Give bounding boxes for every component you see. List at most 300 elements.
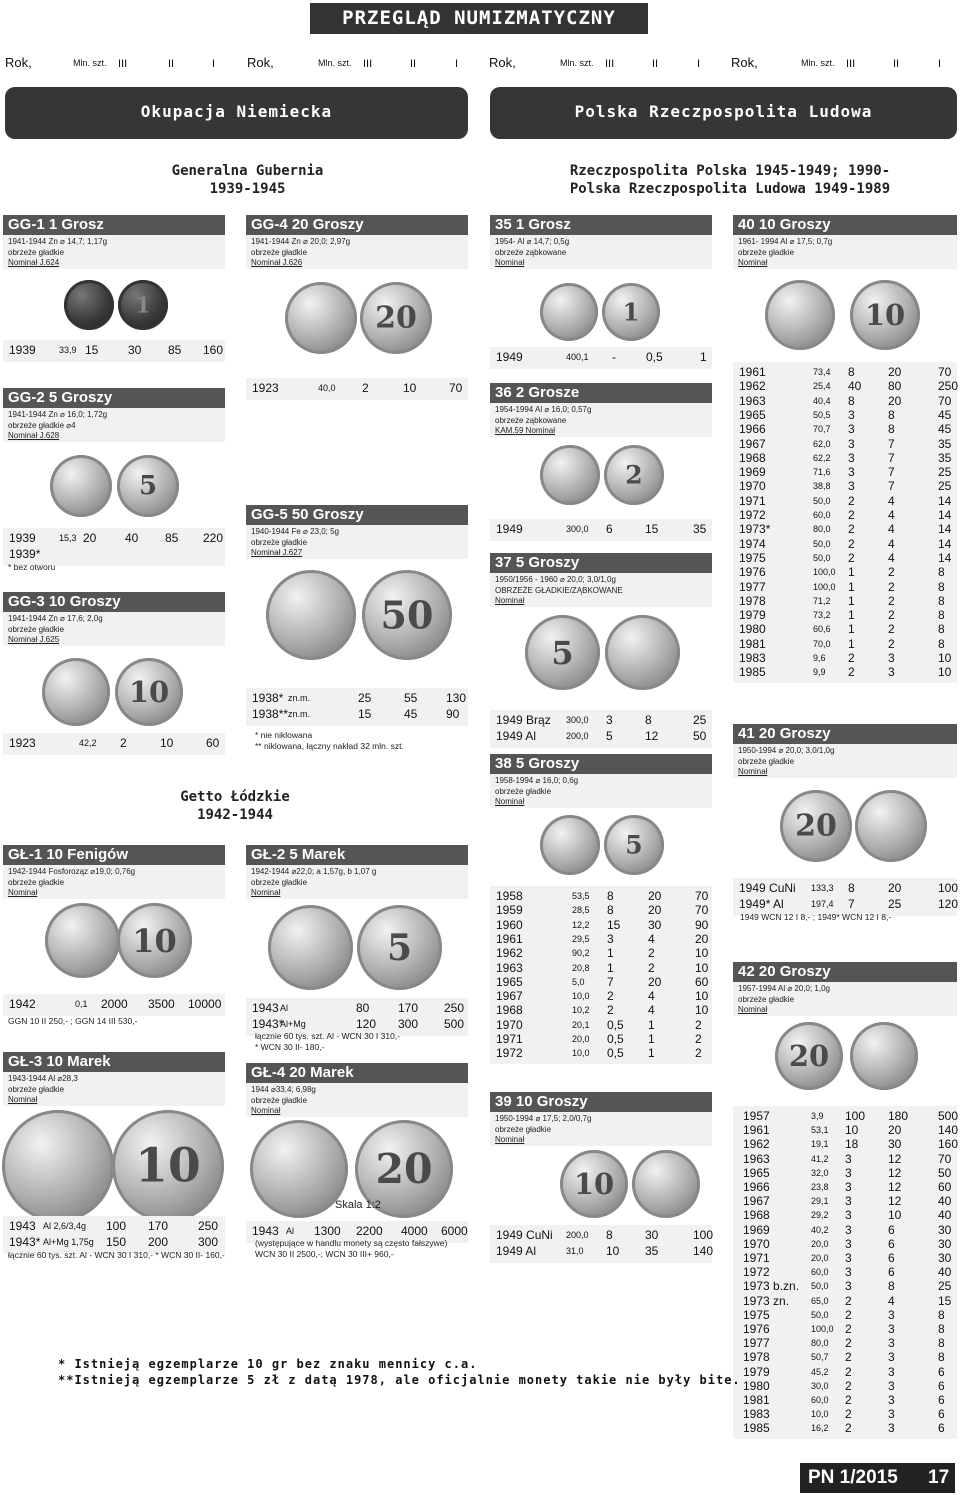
table-cell: 2 (845, 1307, 852, 1322)
table-cell: 1 (848, 622, 855, 637)
table-cell: 8 (888, 1279, 895, 1294)
coin-title: 41 20 Groszy (733, 724, 957, 744)
column-header-3-0: Rok, (731, 55, 758, 70)
table-cell: 1970 (743, 1236, 770, 1251)
coin-face-value: 20 (795, 808, 837, 844)
table-row (733, 1265, 957, 1279)
coin-card-gl4 (246, 1063, 468, 1117)
coin-image (50, 455, 112, 517)
table-row (490, 729, 712, 743)
table-cell: 10,2 (572, 1005, 590, 1016)
table-cell: 1 (848, 636, 855, 651)
column-header-1-3: II (410, 58, 417, 70)
table-cell: 3 (606, 713, 613, 727)
table-cell: 20 (648, 903, 662, 918)
coin-desc-d2: OBRZEŻE GŁADKIE/ZĄBKOWANE (495, 585, 623, 595)
table-cell: 1943* (252, 1017, 284, 1031)
coin-desc-d1: 1954-1994 Al ⌀ 16,0; 0,57g (495, 405, 592, 414)
coin-card-gg4 (246, 215, 468, 269)
table-cell: 50 (938, 1165, 952, 1180)
table-row (490, 522, 712, 536)
table-cell: 50 (693, 729, 707, 743)
table-cell: 1967 (496, 989, 523, 1004)
table-row (490, 1046, 712, 1060)
coin-face-value: 5 (625, 830, 643, 860)
table-cell: 2 (888, 608, 895, 623)
table-cell: 1957 (743, 1109, 770, 1123)
table-cell: 1 (648, 1032, 655, 1046)
table-cell: 4 (888, 550, 895, 565)
table-cell: 10 (888, 1208, 902, 1223)
coin-title: 39 10 Groszy (490, 1092, 712, 1112)
coin-description (490, 774, 712, 810)
table-cell: 8 (848, 365, 855, 379)
table-cell: 1968 (496, 1003, 523, 1018)
table-cell: 1985 (739, 665, 766, 680)
table-row (733, 594, 957, 608)
coin-face-value: 10 (864, 298, 906, 332)
price-table-gg2 (3, 528, 225, 566)
table-cell: 70,7 (813, 424, 831, 435)
price-table-c35 (490, 347, 712, 369)
table-cell: 7 (888, 436, 895, 451)
table-cell: 8 (888, 422, 895, 437)
table-cell: 130 (446, 691, 467, 705)
table-cell: 90 (695, 917, 709, 932)
table-cell: 3 (888, 651, 895, 665)
coin-desc-d1: 1943-1944 Al ⌀28,3 (8, 1074, 78, 1083)
table-cell: 2 (845, 1350, 852, 1365)
coin-image (117, 903, 192, 978)
column-header-1-1: Mln. szt. (318, 58, 352, 68)
table-row (733, 1180, 957, 1194)
coin-desc-d3: Nominał (8, 1095, 38, 1104)
table-cell: 3 (888, 1421, 895, 1436)
table-cell: 4 (888, 536, 895, 551)
table-cell: 0,5 (607, 1017, 624, 1032)
table-cell: 1961 (743, 1123, 770, 1138)
coin-title: 35 1 Grosz (490, 215, 712, 235)
page-number: 17 (928, 1467, 950, 1488)
coin-image (540, 283, 598, 341)
coin-card-gl1 (3, 845, 225, 899)
coin-desc-d3: Nominał J.624 (8, 258, 60, 267)
table-cell: 2 (845, 1407, 852, 1422)
table-row (246, 707, 468, 721)
table-cell: 1949 Al (496, 1244, 537, 1258)
table-cell: 120 (938, 897, 959, 911)
table-cell: 20 (888, 881, 902, 895)
table-cell: 35 (938, 436, 952, 451)
price-table-gg3 (3, 733, 225, 755)
table-row (3, 1235, 225, 1249)
table-cell: 62,0 (813, 438, 831, 449)
table-cell: 14 (938, 522, 952, 537)
table-cell: 3 (888, 1336, 895, 1351)
table-cell: 0,5 (607, 1032, 624, 1046)
coin-image (632, 1150, 700, 1218)
coin-face-value: 2 (625, 460, 643, 490)
table-row (246, 381, 468, 395)
price-table-gl3 (3, 1216, 225, 1254)
table-row (490, 918, 712, 932)
table-row (733, 1251, 957, 1265)
table-row (733, 1336, 957, 1350)
table-cell: 3 (845, 1236, 852, 1251)
table-cell: 1968 (739, 450, 766, 465)
column-header-0-1: Mln. szt. (73, 58, 107, 68)
table-cell: 3 (845, 1165, 852, 1180)
note-gl4_1: (występujące w handlu monety są często fałszywe) (255, 1238, 448, 1248)
coin-desc-d2: obrzeże ząbkowane (495, 247, 567, 257)
coin-image (42, 658, 110, 726)
coin-title: GG-3 10 Groszy (3, 592, 225, 612)
table-cell: 25,4 (813, 381, 831, 392)
coin-desc-d3: Nominał (251, 1106, 281, 1115)
coin-image (115, 658, 183, 726)
coin-desc-d1: 1957-1994 Al ⌀ 20,0; 1,0g (738, 984, 830, 993)
table-cell: 1985 (743, 1421, 770, 1436)
table-cell: 8 (938, 593, 945, 608)
table-cell: 2 (888, 579, 895, 594)
table-row (3, 997, 225, 1011)
table-cell: 1 (848, 593, 855, 608)
table-cell: 2 (888, 636, 895, 651)
table-cell: 1975 (743, 1307, 770, 1322)
coin-card-gg5 (246, 505, 468, 559)
table-cell: 20 (648, 974, 662, 989)
table-cell: 60,0 (811, 1267, 829, 1278)
table-cell: 1949 Al (496, 729, 537, 743)
coin-desc-d2: obrzeże gładkie (8, 877, 65, 887)
table-cell: 2 (845, 1421, 852, 1436)
table-cell: 29,2 (811, 1210, 829, 1221)
table-cell: 10 (606, 1244, 620, 1258)
coin-title: GŁ-1 10 Fenigów (3, 845, 225, 865)
table-cell: 60 (206, 736, 220, 750)
table-cell: 10 (695, 946, 709, 961)
column-header-0-4: I (212, 58, 216, 70)
table-cell: 3 (888, 1378, 895, 1393)
table-row (490, 1018, 712, 1032)
coin-desc-d3: Nominał J.625 (8, 635, 60, 644)
table-cell: 30 (645, 1228, 659, 1242)
table-row (246, 1224, 468, 1238)
table-cell: 12 (888, 1194, 902, 1209)
coin-image (540, 445, 600, 505)
coin-desc-d3: Nominał (738, 767, 768, 776)
coin-image (780, 790, 852, 862)
table-cell: 70 (695, 903, 709, 918)
coin-desc-d2: obrzeże gładkie (251, 537, 308, 547)
table-cell: 1971 (739, 493, 766, 508)
table-cell: 31,0 (566, 1246, 584, 1256)
coin-card-gg2 (3, 388, 225, 442)
table-cell: 1 (848, 608, 855, 623)
coin-desc-d3: Nominał (738, 258, 768, 267)
table-cell: 2 (848, 522, 855, 537)
table-cell: 7 (888, 465, 895, 480)
table-row (733, 551, 957, 565)
page-header: PRZEGLĄD NUMIZMATYCZNY (310, 3, 648, 34)
coin-card-c42 (733, 962, 957, 1016)
coin-desc-d1: 1940-1944 Fe ⌀ 23,0; 5g (251, 527, 339, 536)
table-cell: 3 (845, 1222, 852, 1237)
table-cell: 30 (648, 917, 662, 932)
table-row (733, 665, 957, 679)
table-cell: 1976 (739, 565, 766, 580)
table-cell: 30 (938, 1222, 952, 1237)
table-cell: zn.m. (288, 709, 311, 719)
table-cell: 53,1 (811, 1125, 829, 1136)
table-cell: 3 (607, 931, 614, 946)
coin-desc-d1: 1961- 1994 Al ⌀ 17,5; 0,7g (738, 237, 833, 246)
coin-image (285, 282, 357, 354)
table-cell: 35 (645, 1244, 659, 1258)
coin-title: 36 2 Grosze (490, 383, 712, 403)
table-cell: 80 (888, 379, 902, 394)
table-row (733, 365, 957, 379)
table-cell: 40,4 (813, 395, 831, 406)
coin-image (765, 280, 835, 350)
table-cell: 1943 (252, 1224, 279, 1238)
table-cell: 2 (848, 550, 855, 565)
period-occupation: Okupacja Niemiecka (5, 87, 468, 139)
price-table-c37 (490, 710, 712, 748)
table-cell: 7 (607, 974, 614, 989)
table-cell: 8 (607, 889, 614, 903)
coin-desc-d3: KAM.59 Nominał (495, 426, 556, 435)
scale-note: Skala 1:2 (335, 1199, 381, 1211)
coin-title: GŁ-4 20 Marek (246, 1063, 468, 1083)
table-row (733, 451, 957, 465)
coin-face-value: 1 (622, 297, 640, 327)
table-cell: 12 (888, 1165, 902, 1180)
table-cell: 3 (848, 465, 855, 480)
table-cell: 16,2 (811, 1423, 829, 1434)
table-cell: 3 (848, 436, 855, 451)
table-row (733, 1109, 957, 1123)
table-cell: - (612, 350, 616, 364)
coin-card-c36 (490, 383, 712, 437)
coin-description (246, 525, 468, 561)
table-cell: 2 (695, 1046, 702, 1061)
price-table-c40 (733, 362, 957, 683)
table-row (490, 1228, 712, 1242)
coin-face-value: 10 (128, 675, 170, 709)
note-gl1: GGN 10 II 250,- ; GGN 14 III 530,- (8, 1016, 138, 1026)
coin-image (45, 903, 120, 978)
table-cell: 3 (845, 1265, 852, 1280)
table-cell: 15 (358, 707, 372, 721)
coin-description (490, 235, 712, 271)
coin-desc-d3: Nominał J.626 (251, 258, 303, 267)
table-cell: 10 (160, 736, 174, 750)
table-cell: 3500 (148, 997, 175, 1011)
table-cell: 7 (888, 479, 895, 494)
coin-image (362, 570, 452, 660)
coin-desc-d2: obrzeże gładkie ⌀4 (8, 420, 76, 430)
table-cell: 100 (938, 881, 959, 895)
table-cell: 12 (645, 729, 659, 743)
table-row (733, 437, 957, 451)
coin-image (525, 615, 600, 690)
table-row (733, 565, 957, 579)
coin-desc-d3: Nominał (495, 1135, 525, 1144)
table-row (490, 1244, 712, 1258)
table-cell: 1949 Brąz (496, 713, 551, 727)
table-cell: 120 (356, 1017, 377, 1031)
table-cell: 3 (888, 1364, 895, 1379)
table-row (733, 1237, 957, 1251)
table-cell: 4 (888, 1293, 895, 1308)
coin-face-value: 5 (386, 926, 413, 969)
table-cell: 8 (938, 1350, 945, 1365)
section-gg-line1: Generalna Gubernia (171, 163, 324, 179)
table-row (3, 547, 225, 561)
coin-desc-d1: 1958-1994 ⌀ 16,0; 0,6g (495, 776, 579, 785)
table-cell: 1963 (496, 960, 523, 975)
table-cell: 2 (845, 1364, 852, 1379)
section-gg (110, 162, 385, 198)
coin-face-value: 20 (375, 300, 417, 336)
table-cell: 62,2 (813, 452, 831, 463)
table-cell: 50,7 (811, 1352, 829, 1363)
table-row (733, 608, 957, 622)
table-cell: 2 (695, 1032, 702, 1046)
table-cell: 1938** (252, 707, 289, 721)
coin-image (850, 280, 920, 350)
table-cell: 23,8 (811, 1182, 829, 1192)
table-cell: 1979 (743, 1364, 770, 1379)
table-cell: 3 (888, 1350, 895, 1365)
note-gl2_2: * WCN 30 II- 180,- (255, 1042, 325, 1052)
table-cell: 15 (938, 1293, 952, 1308)
table-cell: 2000 (101, 997, 128, 1011)
table-cell: 25 (693, 713, 707, 727)
column-header-2-4: I (697, 58, 701, 70)
coin-description (246, 1083, 468, 1119)
table-cell: 200 (148, 1235, 169, 1249)
coin-image (855, 790, 927, 862)
table-cell: 10 (938, 651, 952, 665)
table-cell: 1939 (9, 343, 36, 357)
table-cell: 10 (938, 665, 952, 680)
coin-image (605, 615, 680, 690)
table-cell: 2 (845, 1393, 852, 1407)
table-cell: 6 (888, 1236, 895, 1251)
table-cell: 20,8 (572, 962, 590, 973)
table-cell: 4 (888, 508, 895, 522)
column-header-1-0: Rok, (247, 55, 274, 70)
table-row (3, 531, 225, 545)
table-cell: 2 (848, 665, 855, 680)
table-cell: 3 (845, 1180, 852, 1194)
table-cell: 1963 (743, 1151, 770, 1166)
column-header-1-2: III (363, 58, 373, 70)
column-header-3-2: III (846, 58, 856, 70)
table-cell: 3,9 (811, 1111, 824, 1121)
table-cell: 1 (607, 960, 614, 975)
table-cell: 35 (693, 522, 707, 536)
table-cell: 3 (845, 1279, 852, 1294)
table-cell: 3 (848, 479, 855, 494)
table-cell: 8 (607, 903, 614, 918)
column-header-2-3: II (652, 58, 659, 70)
column-header-3-3: II (893, 58, 900, 70)
note-gg2: * bez otworu (8, 562, 56, 572)
table-cell: 1981 (743, 1393, 770, 1407)
issue-label: PN 1/2015 (808, 1467, 898, 1488)
table-cell: 2 (845, 1293, 852, 1308)
coin-face-value: 50 (380, 592, 434, 638)
table-cell: 15,3 (59, 533, 77, 543)
table-cell: 50,0 (813, 495, 831, 506)
table-cell: 300 (398, 1017, 419, 1031)
table-cell: 20 (888, 1123, 902, 1138)
table-cell: 3 (848, 450, 855, 465)
table-cell: 20,1 (572, 1019, 590, 1030)
column-header-0-3: II (168, 58, 175, 70)
table-cell: 10 (695, 1003, 709, 1018)
table-cell: 300,0 (566, 715, 589, 725)
table-cell: 40,0 (318, 383, 336, 393)
table-cell: 3 (848, 422, 855, 437)
table-cell: 1 (607, 946, 614, 961)
table-cell: 4 (648, 931, 655, 946)
table-cell: 0,5 (646, 350, 663, 364)
table-cell: 60,6 (813, 624, 831, 635)
table-cell: 42,2 (79, 738, 97, 748)
table-cell: Al 2,6/3,4g (43, 1221, 87, 1231)
coin-image (2, 1110, 114, 1222)
coin-image (560, 1150, 628, 1218)
table-cell: 500 (444, 1017, 465, 1031)
coin-title: GG-2 5 Groszy (3, 388, 225, 408)
coin-desc-d1: 1944 ⌀33,4; 6,98g (251, 1085, 316, 1094)
table-cell: 1968 (743, 1208, 770, 1223)
table-cell: 3 (845, 1208, 852, 1223)
table-cell: 1973 zn. (743, 1293, 790, 1308)
coin-title: GŁ-2 5 Marek (246, 845, 468, 865)
coin-face-value: 10 (573, 1167, 615, 1201)
coin-image (357, 905, 442, 990)
table-cell: 50,0 (811, 1309, 829, 1320)
table-cell: 4 (888, 522, 895, 537)
table-cell: 14 (938, 493, 952, 508)
table-cell: 1938* (252, 691, 284, 705)
coin-desc-d3: Nominał (738, 1005, 768, 1014)
price-table-c39 (490, 1225, 712, 1263)
table-cell: 10000 (188, 997, 222, 1011)
table-cell: 60,0 (813, 510, 831, 520)
table-cell: 8 (888, 407, 895, 422)
table-cell: 4 (648, 989, 655, 1004)
table-cell: 40 (938, 1194, 952, 1209)
column-header-3-1: Mln. szt. (801, 58, 835, 68)
table-cell: Al (286, 1226, 295, 1236)
table-cell: 60 (938, 1180, 952, 1194)
coin-face-value: 5 (138, 471, 158, 501)
table-row (490, 989, 712, 1003)
table-cell: 60 (695, 974, 709, 989)
section-getto-line2: 1942-1944 (197, 807, 273, 823)
table-cell: 2 (120, 736, 127, 750)
table-cell: 15 (85, 343, 99, 357)
table-cell: 3 (845, 1251, 852, 1265)
coin-desc-d2: obrzeże gładkie (251, 1095, 308, 1105)
price-table-gg1 (3, 340, 225, 362)
